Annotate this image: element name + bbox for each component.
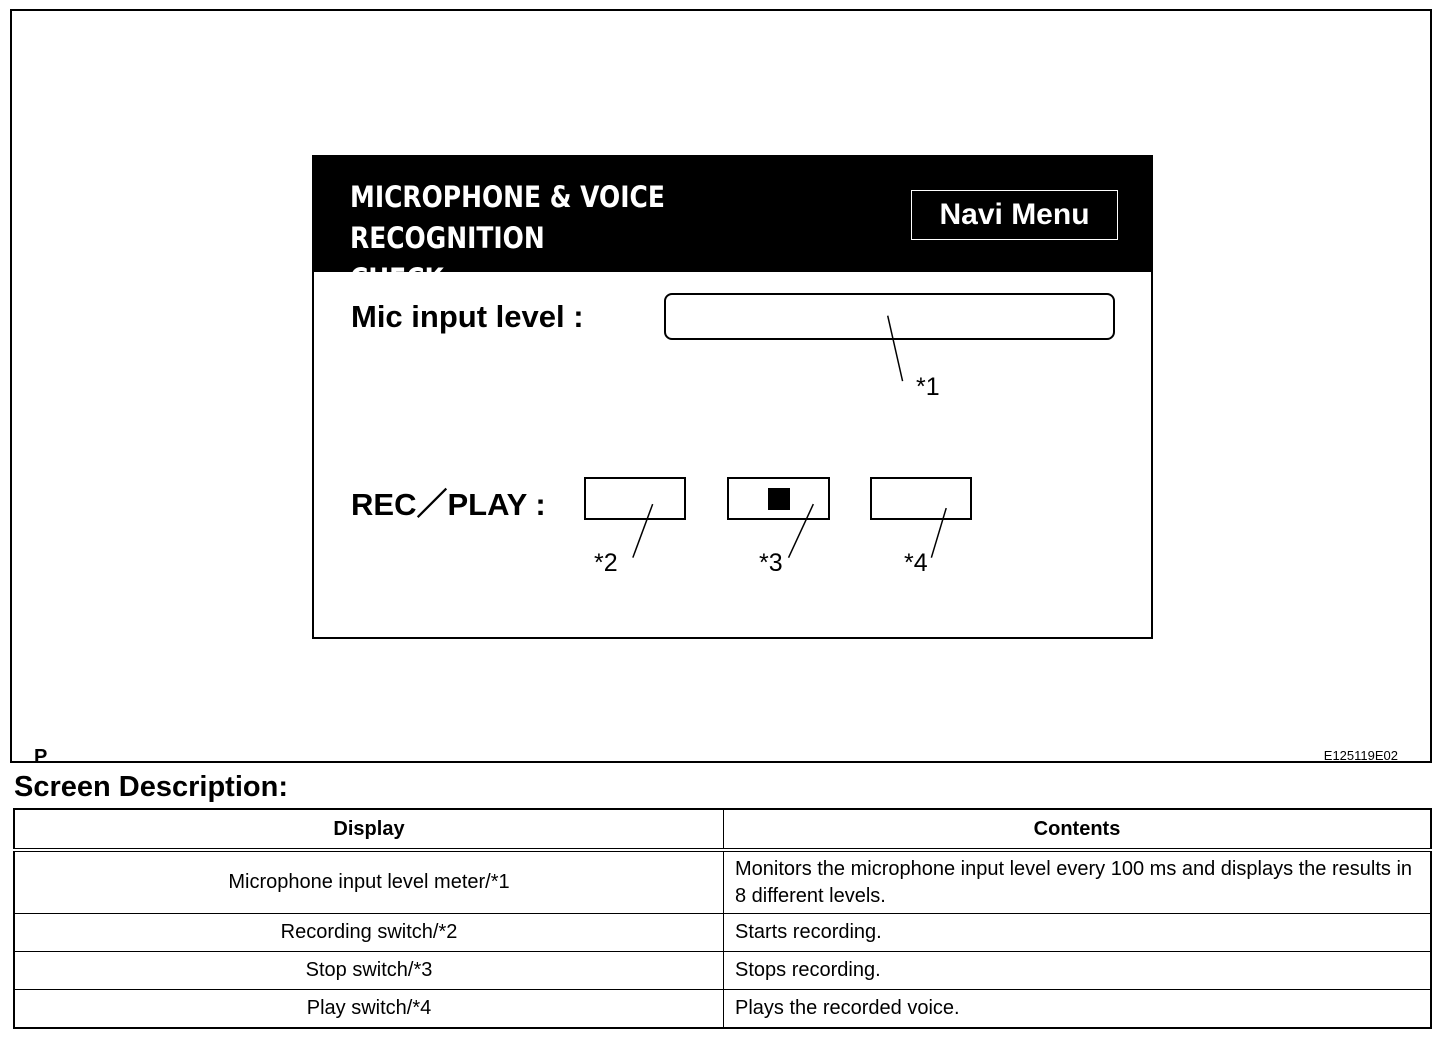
screen-description-table bbox=[13, 808, 1432, 1029]
callout-4: *4 bbox=[904, 549, 928, 577]
table-row bbox=[14, 990, 1431, 1029]
figure-code: E125119E02 bbox=[1323, 748, 1398, 763]
contents-cell: Monitors the microphone input level every 100 ms and displays the results in 8 different levels. bbox=[724, 850, 1432, 914]
contents-cell: Starts recording. bbox=[724, 914, 1432, 952]
screen-title: MICROPHONE & VOICE RECOGNITION CHECK bbox=[350, 180, 665, 296]
callout-1: *1 bbox=[916, 373, 940, 401]
mic-input-level-label: Mic input level : bbox=[351, 299, 584, 334]
column-header-display: Display bbox=[14, 809, 724, 850]
table-row bbox=[14, 914, 1431, 952]
stop-square-icon bbox=[768, 488, 790, 510]
display-cell: Stop switch/*3 bbox=[14, 952, 724, 990]
mic-input-level-meter bbox=[664, 293, 1115, 340]
display-cell: Recording switch/*2 bbox=[14, 914, 724, 952]
display-cell: Play switch/*4 bbox=[14, 990, 724, 1029]
callout-2: *2 bbox=[594, 549, 618, 577]
play-switch[interactable] bbox=[870, 477, 972, 520]
navi-menu-button[interactable]: Navi Menu bbox=[911, 190, 1118, 240]
contents-cell: Stops recording. bbox=[724, 952, 1432, 990]
recording-switch[interactable] bbox=[584, 477, 686, 520]
table-row bbox=[14, 850, 1431, 914]
figure-frame bbox=[10, 9, 1432, 768]
section-title: Screen Description: bbox=[14, 771, 288, 803]
table-row bbox=[14, 952, 1431, 990]
rec-play-label: REC／PLAY : bbox=[351, 487, 546, 522]
figure-marker: P bbox=[34, 746, 48, 768]
column-header-contents: Contents bbox=[724, 809, 1432, 850]
stop-switch[interactable] bbox=[727, 477, 830, 520]
display-cell: Microphone input level meter/*1 bbox=[14, 850, 724, 914]
table-header-row bbox=[14, 809, 1431, 850]
contents-cell: Plays the recorded voice. bbox=[724, 990, 1432, 1029]
diagnostic-screen bbox=[312, 155, 1153, 639]
callout-3: *3 bbox=[759, 549, 783, 577]
screen-header bbox=[314, 157, 1151, 296]
